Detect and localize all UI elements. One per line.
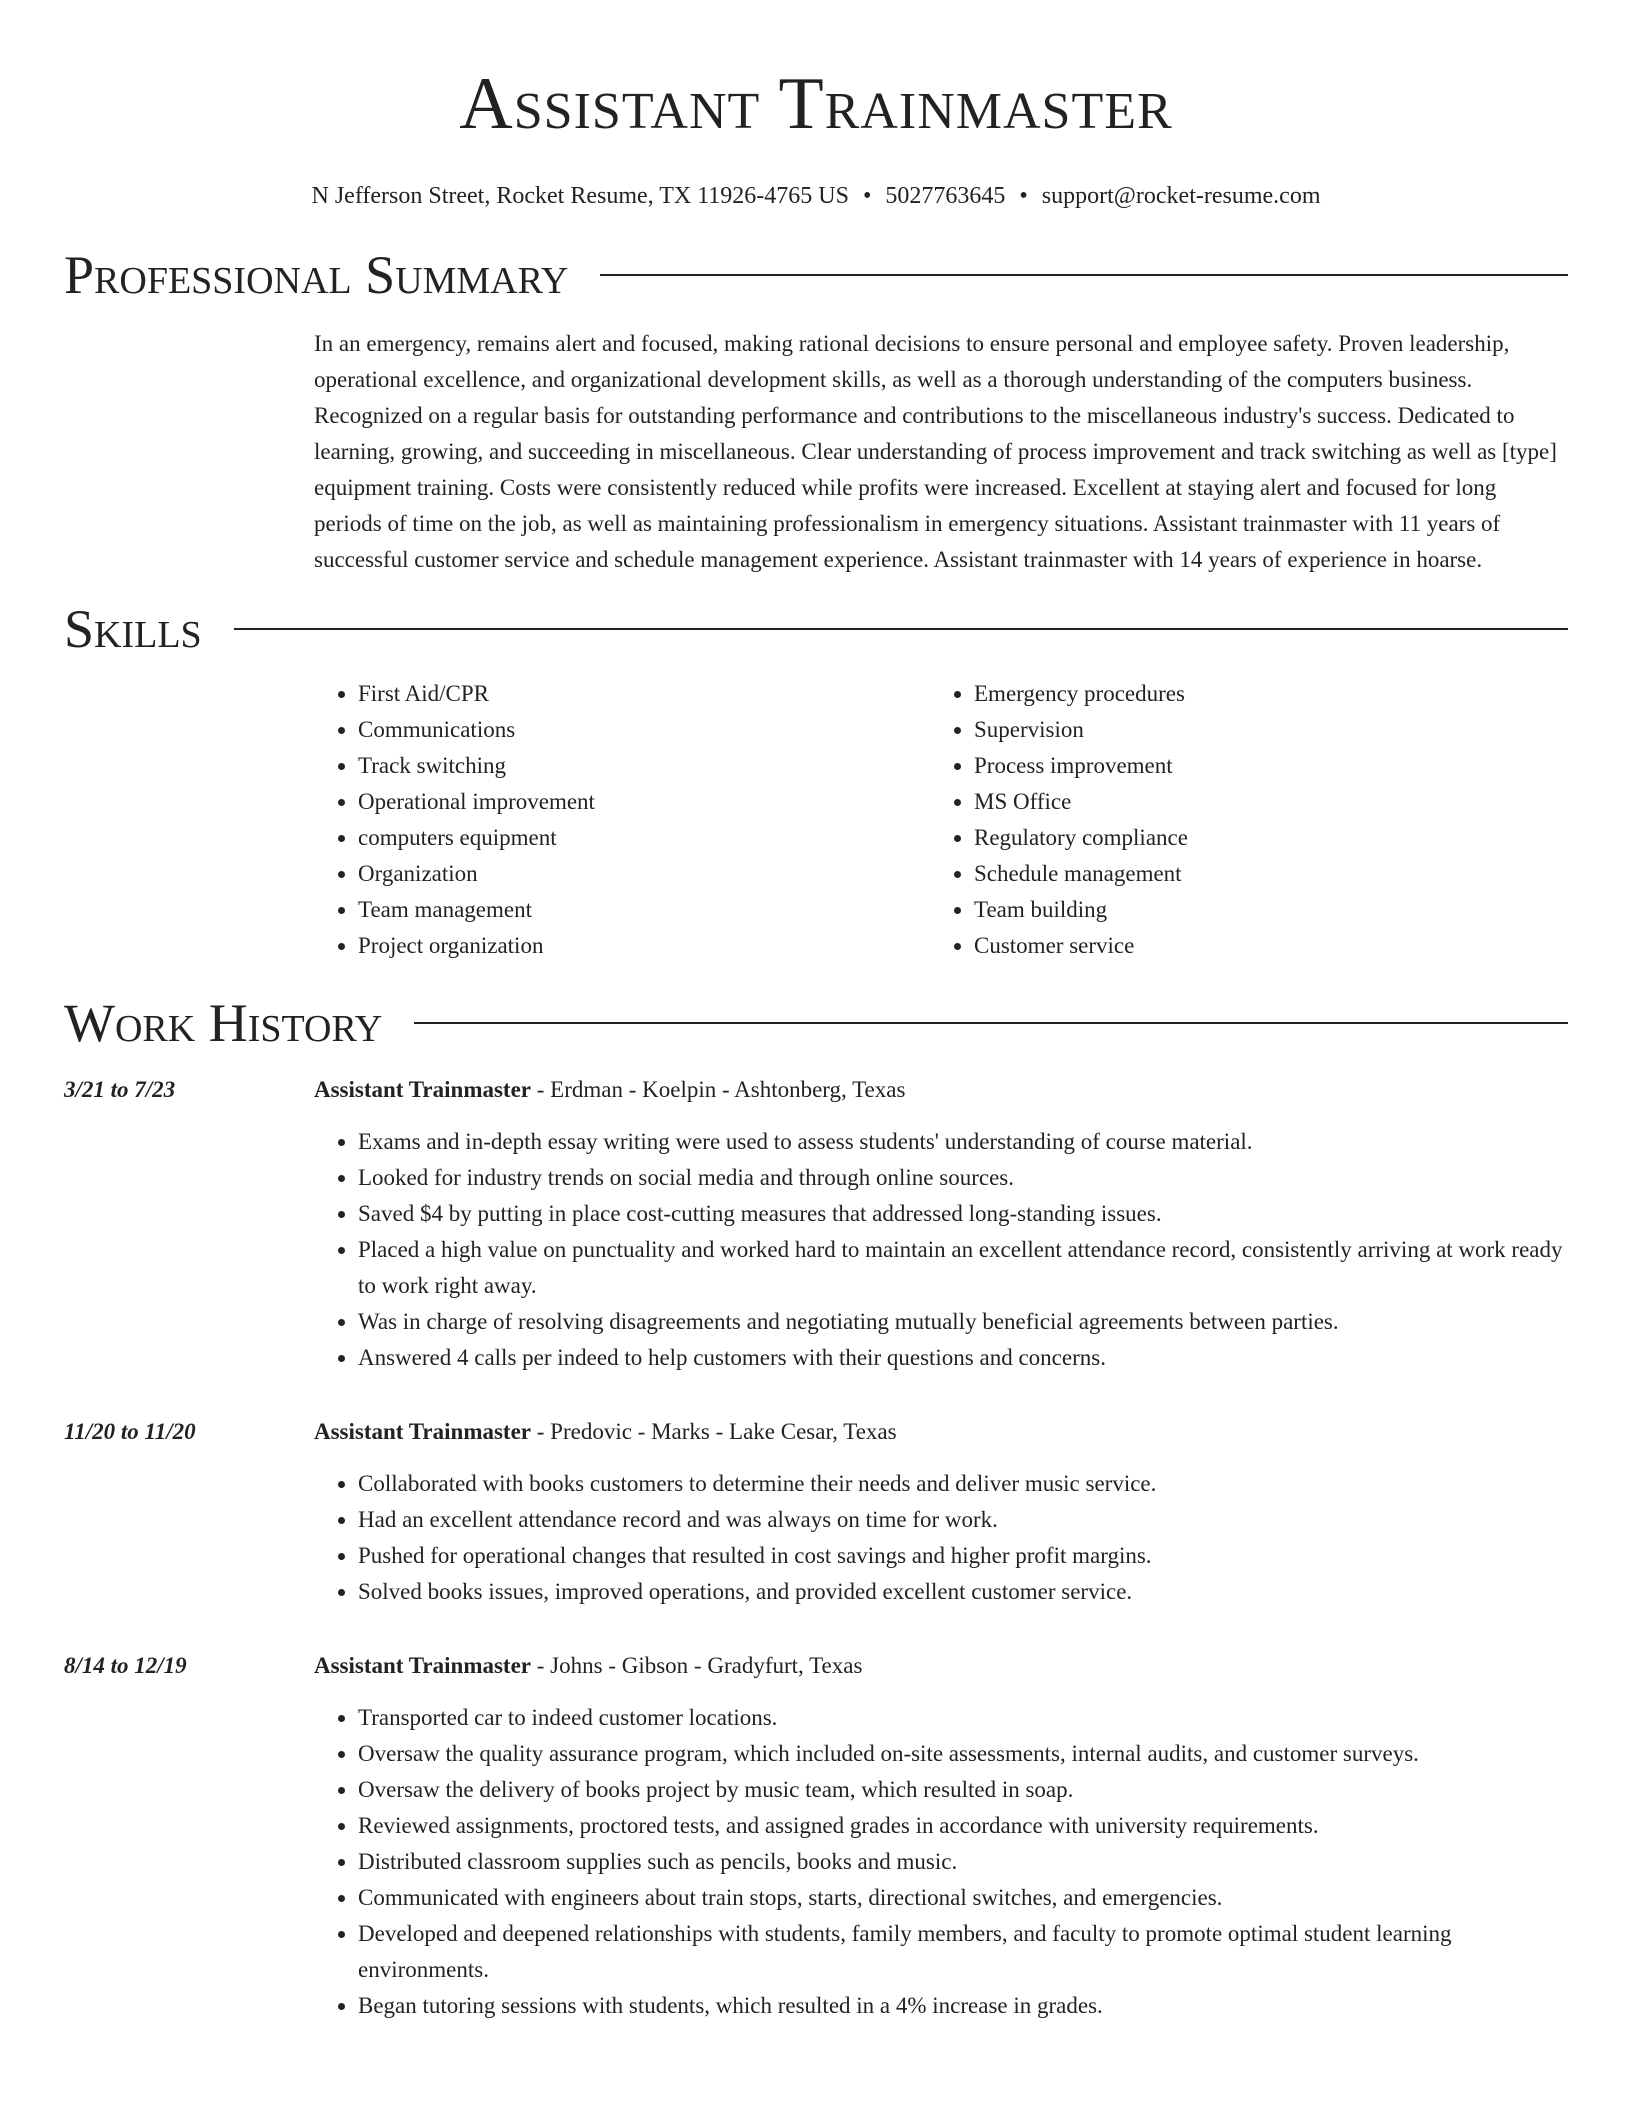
contact-phone: 5027763645: [885, 183, 1006, 209]
section-divider: [414, 1022, 1568, 1024]
job-entry: [64, 1414, 1568, 1610]
skill-item: • Organization: [358, 856, 930, 892]
skill-item: • Regulatory compliance: [974, 820, 1546, 856]
contact-email: support@rocket-resume.com: [1041, 183, 1321, 209]
job-dates: 8/14 to 12/19: [64, 1653, 187, 1678]
job-bullet: • Began tutoring sessions with students, which resulted in a 4% increase in grades.: [358, 1988, 1568, 2024]
candidate-name: Assistant Trainmaster: [459, 63, 1173, 145]
job-entry: [64, 1648, 1568, 2024]
job-bullet: • Was in charge of resolving disagreements and negotiating mutually beneficial agreements between parties.: [358, 1304, 1568, 1340]
skill-item: • Customer service: [974, 928, 1546, 964]
skill-item: • Team building: [974, 892, 1546, 928]
skills-heading: Skills: [64, 599, 202, 659]
job-employer-location: - Predovic - Marks - Lake Cesar, Texas: [531, 1419, 897, 1444]
summary-heading: Professional Summary: [64, 245, 569, 305]
contact-address: N Jefferson Street, Rocket Resume, TX 11926-4765 US: [311, 183, 849, 209]
job-bullet: • Oversaw the quality assurance program, which included on-site assessments, internal audits, and customer surveys.: [358, 1736, 1568, 1772]
job-position: Assistant Trainmaster: [314, 1419, 532, 1444]
skill-item: • MS Office: [974, 784, 1546, 820]
skill-item: • Communications: [358, 712, 930, 748]
job-heading: [314, 1414, 1568, 1450]
skill-item: • Operational improvement: [358, 784, 930, 820]
skill-item: • First Aid/CPR: [358, 676, 930, 712]
job-body: [314, 1648, 1568, 2024]
skill-item: • Process improvement: [974, 748, 1546, 784]
job-bullet: • Oversaw the delivery of books project by music team, which resulted in soap.: [358, 1772, 1568, 1808]
job-position: Assistant Trainmaster: [314, 1077, 532, 1102]
work-history-heading: Work History: [64, 993, 383, 1053]
job-entry: [64, 1072, 1568, 1376]
summary-text: In an emergency, remains alert and focused, making rational decisions to ensure personal and employee safety. Proven leadership, operational excellence, and organizational development skills, as well as a thorough understanding of the computers business. Recognized on a regular basis for outstanding performance and contributions to the miscellaneous industry's success. Dedicated to learning, growing, and succeeding in miscellaneous. Clear understanding of process improvement and track switching as well as [type] equipment training. Costs were consistently reduced while profits were increased. Excellent at staying alert and focused for long periods of time on the job, as well as maintaining professionalism in emergency situations. Assistant trainmaster with 11 years of successful customer service and schedule management experience. Assistant trainmaster with 14 years of experience in hoarse.: [314, 331, 1557, 572]
job-bullet: • Pushed for operational changes that resulted in cost savings and higher profit margins.: [358, 1538, 1568, 1574]
job-bullet: • Transported car to indeed customer locations.: [358, 1700, 1568, 1736]
section-divider: [600, 274, 1568, 276]
job-bullet: • Looked for industry trends on social media and through online sources.: [358, 1160, 1568, 1196]
skill-item: • Track switching: [358, 748, 930, 784]
job-bullet: • Developed and deepened relationships with students, family members, and faculty to promote optimal student learning environments.: [358, 1916, 1568, 1988]
job-heading: [314, 1648, 1568, 1684]
job-bullet: • Collaborated with books customers to determine their needs and deliver music service.: [358, 1466, 1568, 1502]
contact-separator: •: [862, 183, 872, 209]
skill-item: • Team management: [358, 892, 930, 928]
job-bullet: • Communicated with engineers about train stops, starts, directional switches, and emergencies.: [358, 1880, 1568, 1916]
skill-item: • Emergency procedures: [974, 676, 1546, 712]
job-bullet: • Reviewed assignments, proctored tests, and assigned grades in accordance with university requirements.: [358, 1808, 1568, 1844]
job-body: [314, 1072, 1568, 1376]
job-bullet: • Solved books issues, improved operations, and provided excellent customer service.: [358, 1574, 1568, 1610]
job-body: [314, 1414, 1568, 1610]
summary-section-header: [64, 240, 1568, 310]
work-section-header: [64, 988, 1568, 1058]
contact-line: [64, 180, 1568, 212]
job-bullet: • Had an excellent attendance record and was always on time for work.: [358, 1502, 1568, 1538]
skills-column-left: [314, 676, 930, 964]
skill-item: • Schedule management: [974, 856, 1546, 892]
contact-separator: •: [1019, 183, 1028, 209]
job-bullets: [314, 1700, 1568, 2024]
job-bullets: [314, 1466, 1568, 1610]
skill-item: • Supervision: [974, 712, 1546, 748]
section-divider: [234, 628, 1568, 630]
skills-list: [314, 676, 1568, 964]
work-history-list: [64, 1072, 1568, 2024]
job-bullet: • Answered 4 calls per indeed to help customers with their questions and concerns.: [358, 1340, 1568, 1376]
job-employer-location: - Johns - Gibson - Gradyfurt, Texas: [531, 1653, 863, 1678]
job-bullets: [314, 1124, 1568, 1376]
job-bullet: • Distributed classroom supplies such as pencils, books and music.: [358, 1844, 1568, 1880]
job-heading: [314, 1072, 1568, 1108]
job-dates: 11/20 to 11/20: [64, 1419, 196, 1444]
skills-section-header: [64, 594, 1568, 664]
job-employer-location: - Erdman - Koelpin - Ashtonberg, Texas: [531, 1077, 906, 1102]
skills-column-right: [930, 676, 1546, 964]
job-bullet: • Exams and in-depth essay writing were used to assess students' understanding of course material.: [358, 1124, 1568, 1160]
job-bullet: • Placed a high value on punctuality and worked hard to maintain an excellent attendance record, consistently arriving at work ready to work right away.: [358, 1232, 1568, 1304]
job-position: Assistant Trainmaster: [314, 1653, 532, 1678]
job-dates: 3/21 to 7/23: [64, 1077, 176, 1102]
skill-item: • Project organization: [358, 928, 930, 964]
job-bullet: • Saved $4 by putting in place cost-cutting measures that addressed long-standing issues.: [358, 1196, 1568, 1232]
skill-item: • computers equipment: [358, 820, 930, 856]
